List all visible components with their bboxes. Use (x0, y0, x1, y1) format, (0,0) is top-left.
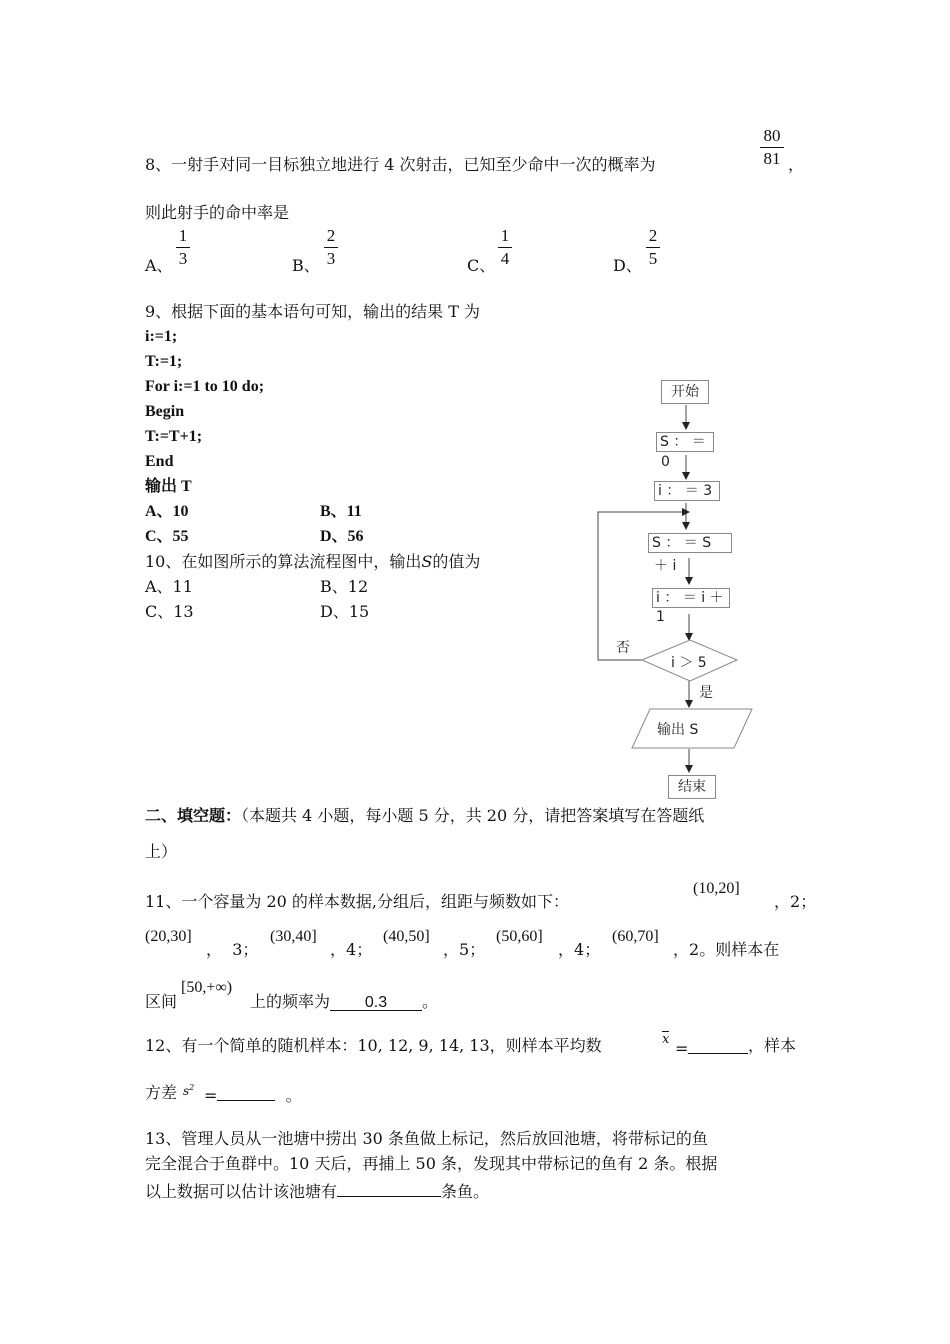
section2-heading: 二、填空题：（本题共 4 小题，每小题 5 分，共 20 分，请把答案填写在答题纸 (145, 806, 705, 825)
flowchart-s-assign-0: S ： ＝ (656, 432, 714, 452)
q10-option-b: B、12 (320, 577, 369, 596)
q11-count-5: ，4； (558, 940, 601, 959)
q11-count-4: ，5； (443, 940, 486, 959)
q11-answer-line: 上的频率为 0.3 。 (250, 992, 439, 1011)
q8-text: 8、一射手对同一目标独立地进行 4 次射击，已知至少命中一次的概率为 (145, 155, 656, 174)
q10-text: 10、在如图所示的算法流程图中，输出S的值为 (145, 552, 481, 571)
q12-mean-symbol: x (662, 1032, 670, 1047)
q9-code-line-2: T:=1; (145, 353, 183, 370)
q12-text: 12、有一个简单的随机样本：10, 12, 9, 14, 13，则样本平均数 (145, 1036, 602, 1055)
q11-line1: 11、一个容量为 20 的样本数据,分组后，组距与频数如下： (145, 892, 569, 911)
q9-option-b: B、11 (320, 503, 362, 520)
q10-option-c: C、13 (145, 602, 194, 621)
q10-option-d: D、15 (320, 602, 370, 621)
q11-interval-5: (50,60] (496, 928, 543, 945)
flowchart-no-label: 否 (616, 640, 630, 656)
flowchart-condition: i ＞ 5 (671, 655, 707, 671)
flowchart-i-increment: i ： ＝ i ＋ (652, 588, 730, 608)
q9-option-a: A、10 (145, 503, 189, 520)
flowchart-s-plus-i-wrap: ＋ i (654, 558, 677, 574)
q12-variance-blank: = 。 (204, 1083, 302, 1106)
q8-option-a-label: A、 (145, 256, 173, 275)
q11-count-6: ，2。则样本在 (673, 940, 780, 959)
q11-interval-6: (60,70] (612, 928, 659, 945)
q9-code-line-5: T:=T+1; (145, 428, 203, 445)
flowchart-end: 结束 (668, 775, 716, 799)
flowchart-yes-label: 是 (699, 685, 713, 701)
q13-line2: 完全混合于鱼群中。10 天后，再捕上 50 条，发现其中带标记的鱼有 2 条。根据 (145, 1154, 718, 1173)
q10-option-a: A、11 (145, 577, 193, 596)
q12-tail: ，样本 (748, 1036, 797, 1055)
q11-count-1: ，2； (774, 892, 817, 911)
q8-option-b-label: B、 (292, 256, 320, 275)
q11-count-3: ，4； (330, 940, 373, 959)
q9-option-d: D、56 (320, 528, 364, 545)
q9-text: 9、根据下面的基本语句可知，输出的结果 T 为 (145, 302, 481, 321)
q8-option-d-frac: 2 5 (646, 226, 660, 269)
q8-option-d-label: D、 (613, 256, 642, 275)
q8-fraction: 80 81 (760, 126, 784, 169)
q8-option-b-frac: 2 3 (324, 226, 338, 269)
flowchart-s-plus-i: S ： ＝ S (648, 533, 732, 553)
q8-option-a-frac: 1 3 (176, 226, 190, 269)
q9-code-line-6: End (145, 453, 174, 470)
q11-prefix: 区间 (145, 992, 178, 1011)
q8-option-c-frac: 1 4 (498, 226, 512, 269)
q11-interval-4: (40,50] (383, 928, 430, 945)
q9-code-line-1: i:=1; (145, 328, 178, 345)
q13-line3: 以上数据可以估计该池塘有 条鱼。 (145, 1179, 489, 1202)
q11-interval-2: (20,30] (145, 928, 192, 945)
q9-code-line-4: Begin (145, 403, 185, 420)
q9-code-line-3: For i:=1 to 10 do; (145, 378, 265, 395)
q9-option-c: C、55 (145, 528, 189, 545)
q11-interval-3: (30,40] (270, 928, 317, 945)
q8-tail: ， (788, 155, 805, 174)
flowchart-output: 输出 S (657, 722, 699, 738)
q11-target-interval: [50,+∞) (181, 979, 233, 996)
flowchart-start: 开始 (661, 380, 709, 404)
q12-mean-blank: = (675, 1036, 748, 1059)
q8-option-c-label: C、 (467, 256, 496, 275)
flowchart-i-increment-wrap: 1 (656, 609, 665, 625)
q9-code-line-7: 输出 T (145, 478, 192, 495)
flowchart-s-assign-0-wrap: 0 (661, 454, 670, 470)
q12-line2: 方差 (145, 1083, 178, 1102)
flowchart-i-assign-3: i ： ＝ 3 (654, 481, 720, 501)
q11-answer: 0.3 (330, 993, 422, 1011)
q12-variance-symbol: $s^2$ (183, 1083, 195, 1098)
q8-line2: 则此射手的命中率是 (145, 203, 290, 222)
q11-interval-1: (10,20] (693, 880, 740, 897)
q13-line1: 13、管理人员从一池塘中捞出 30 条鱼做上标记，然后放回池塘，将带标记的鱼 (145, 1129, 708, 1148)
q11-count-2: ， 3； (206, 940, 259, 959)
section2-heading-cont: 上） (145, 842, 178, 861)
